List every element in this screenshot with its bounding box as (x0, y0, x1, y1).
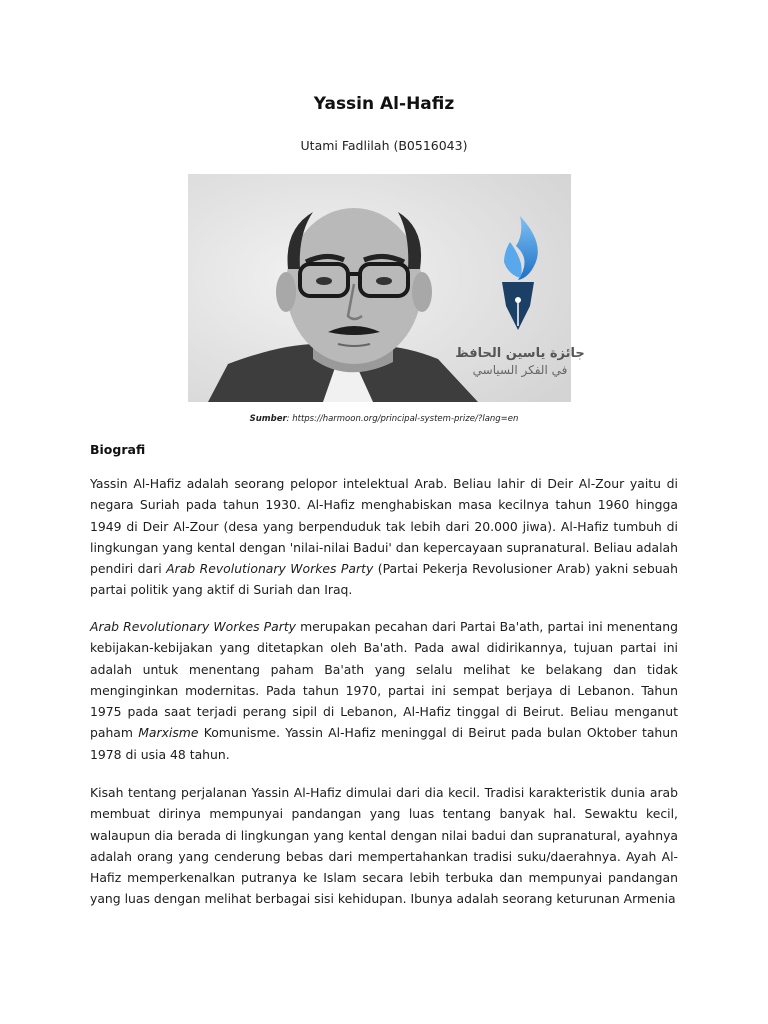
p1-text-2: (Partai Pekerja Revolusioner Arab) yakni sebuah partai politik yang aktif di Suriah dan Iraq. (90, 561, 678, 598)
caption-source: : https://harmoon.org/principal-system-prize/?lang=en (286, 414, 519, 424)
p1-italic-party: Arab Revolutionary Workes Party (166, 561, 374, 577)
logo-text-arabic-1: جائزة ياسين الحافظ (455, 346, 585, 361)
p2-italic-marxisme: Marxisme (138, 725, 199, 741)
paragraph-2 (90, 616, 678, 765)
p3-text-1: Kisah tentang perjalanan Yassin Al-Hafiz dimulai dari dia kecil. Tradisi karakteristik dunia arab membuat dirinya mempunyai pandangan yang luas tentang banyak hal. Sewaktu kecil, walaupun dia berada di lingkungan yang kental dengan nilai badui dan supranatural, ayahnya adalah orang yang cenderung bebas dari mempertahankan tradisi suku/daerahnya. Ayah Al-Hafiz memperkenalkan putranya ke Islam secara lebih terbuka dan mempunyai pandangan yang luas dengan melihat berbagai sisi kehidupan. Ibunya adalah seorang keturunan Armenia (90, 785, 678, 907)
portrait-photo (188, 174, 585, 402)
paragraph-3 (90, 782, 678, 910)
p2-italic-party: Arab Revolutionary Workes Party (90, 619, 297, 634)
p1-text-1: Yassin Al-Hafiz adalah seorang pelopor intelektual Arab. Beliau lahir di Deir Al-Zour yaitu di negara Suriah pada tahun 1930. Al-Hafiz menghabiskan masa kecilnya tahun 1960 hingga 1949 di Deir Al-Zour (desa yang berpenduduk tak lebih dari 20.000 jiwa). Al-Hafiz tumbuh di lingkungan yang kental dengan 'nilai-nilai Badui' dan kepercayaan supranatural. Beliau adalah pendiri dari (90, 476, 678, 577)
section-heading: Biografi (90, 442, 146, 457)
p2-text-2: Komunisme. Yassin Al-Hafiz meninggal di Beirut pada bulan Oktober tahun 1978 di usia 48 tahun. (90, 725, 678, 762)
paragraph-1 (90, 473, 678, 601)
caption-label: Sumber (249, 414, 287, 424)
author-line: Utami Fadlilah (B0516043) (300, 138, 468, 153)
image-caption (0, 414, 768, 424)
portrait-image (188, 174, 585, 402)
logo-text-arabic-2: في الفكر السياسي (472, 363, 568, 377)
document-title: Yassin Al-Hafiz (313, 94, 455, 114)
p2-text-1: merupakan pecahan dari Partai Ba'ath, partai ini menentang kebijakan-kebijakan yang ditetapkan oleh Ba'ath. Pada awal didirikannya, tujuan partai ini adalah untuk menentang paham Ba'ath yang selalu melihat ke belakang dan tidak menginginkan modernitas. Pada tahun 1970, partai ini sempat berjaya di Lebanon. Tahun 1975 pada saat terjadi perang sipil di Lebanon, Al-Hafiz tinggal di Beirut. Beliau menganut paham (90, 619, 678, 741)
